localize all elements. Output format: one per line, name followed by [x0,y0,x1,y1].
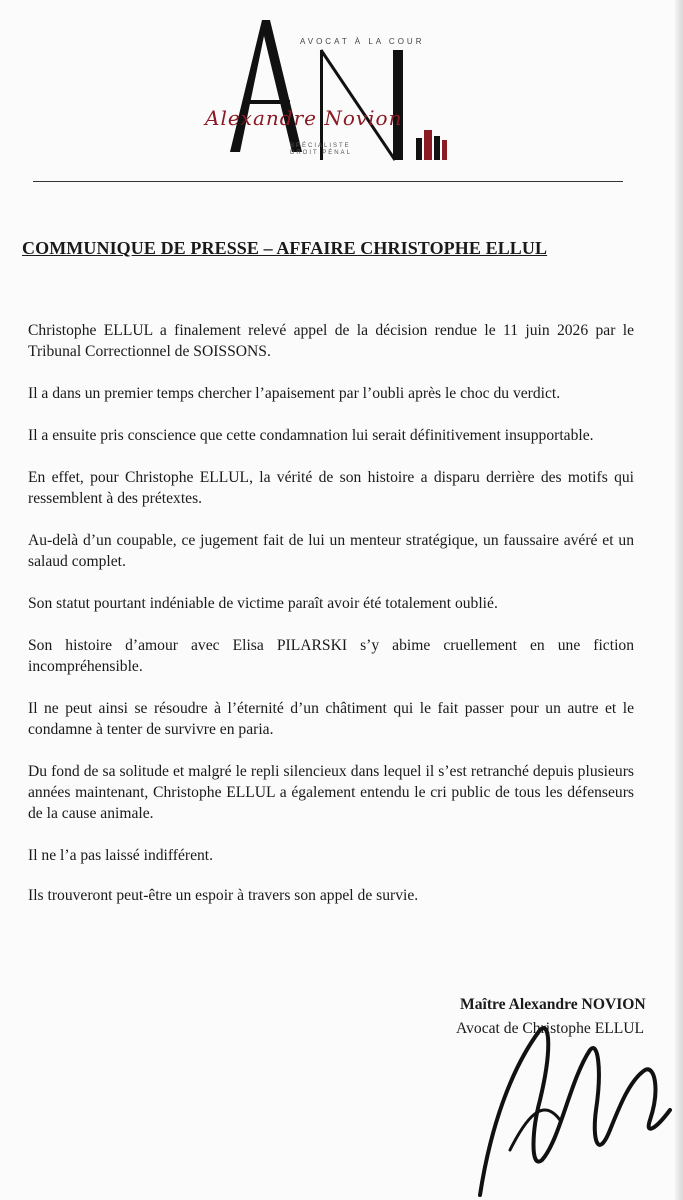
paragraph: Christophe ELLUL a finalement relevé appel de la décision rendue le 11 juin 2026 par le Tribunal Correctionnel de SOISSONS. [28,322,634,360]
letterhead-script-name: Alexandre Novion [205,106,403,130]
letterhead-specialty [290,143,352,157]
document-body [28,320,634,927]
paragraph: Ils trouveront peut-être un espoir à travers son appel de survie. [28,887,419,904]
paragraph: Son histoire d’amour avec Elisa PILARSKI s’y abime cruellement en une fiction incompréhensible. [28,637,634,675]
paragraph: Au-delà d’un coupable, ce jugement fait de lui un menteur stratégique, un faussaire avéré et un salaud complet. [28,532,634,570]
paragraph: En effet, pour Christophe ELLUL, la vérité de son histoire a disparu derrière des motifs qui ressemblent à des prétextes. [28,469,634,507]
signatory-name: Maître Alexandre NOVION [460,996,646,1013]
specialty-line-1: SPÉCIALISTE [290,143,351,149]
specialty-line-2: DROIT PÉNAL [290,150,352,156]
paragraph: Il ne l’a pas laissé indifférent. [28,847,214,864]
letterhead-divider [33,181,623,182]
handwritten-signature [470,1010,683,1200]
paragraph: Il a ensuite pris conscience que cette condamnation lui serait définitivement insupportable. [28,427,594,444]
letterhead-tagline: AVOCAT À LA COUR [300,37,425,46]
paragraph: Il a dans un premier temps chercher l’apaisement par l’oubli après le choc du verdict. [28,385,561,402]
paragraph: Du fond de sa solitude et malgré le repli silencieux dans lequel il s’est retranché depuis plusieurs années maintenant, Christophe ELLUL a également entendu le cri public de tous les défenseurs de la cause animale. [28,763,634,822]
document-title: COMMUNIQUE DE PRESSE – AFFAIRE CHRISTOPHE ELLUL [22,238,548,258]
paragraph: Son statut pourtant indéniable de victime paraît avoir été totalement oublié. [28,595,498,612]
paragraph: Il ne peut ainsi se résoudre à l’éternité d’un châtiment qui le fait passer pour un autre et le condamne à tenter de survivre en paria. [28,700,634,738]
signatory-role: Avocat de Christophe ELLUL [456,1020,645,1037]
